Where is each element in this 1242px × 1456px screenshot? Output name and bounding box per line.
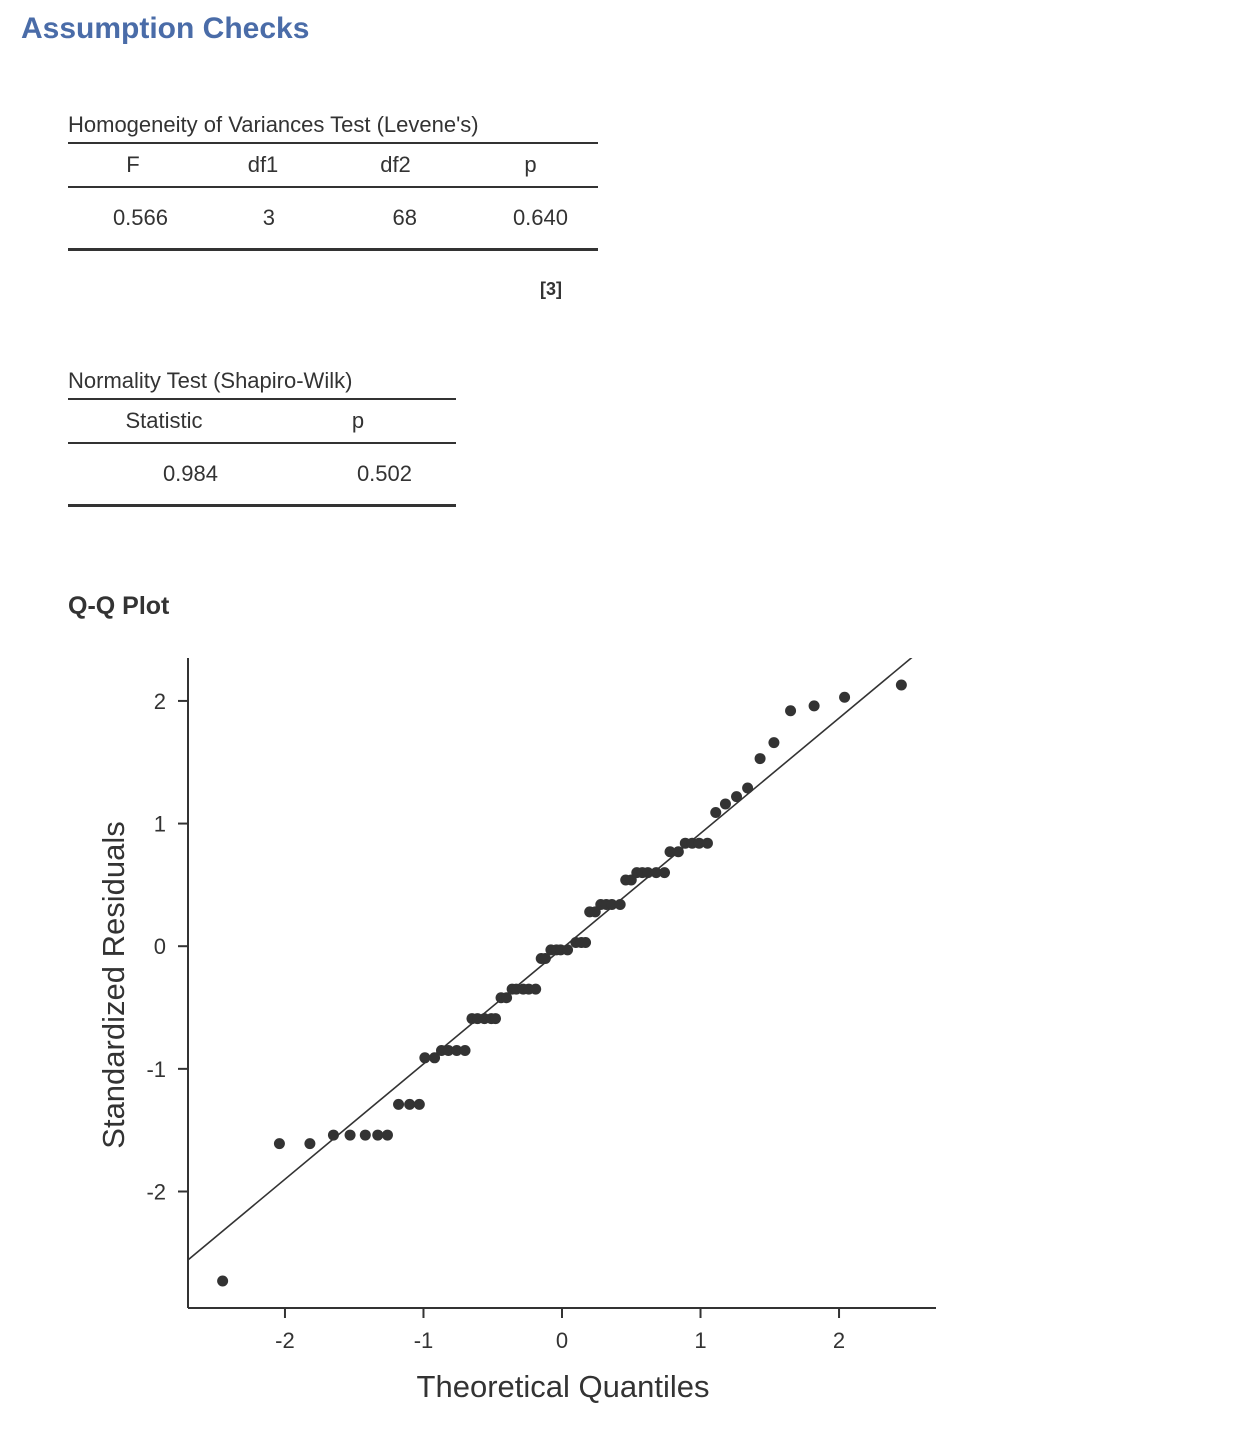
y-tick-label: -2 bbox=[146, 1179, 166, 1205]
data-point bbox=[414, 1099, 425, 1110]
x-tick-label: 1 bbox=[694, 1328, 707, 1353]
data-point bbox=[580, 937, 591, 948]
data-point bbox=[768, 737, 779, 748]
levene-cell-df1: 3 bbox=[198, 187, 328, 250]
levene-header-p: p bbox=[463, 143, 598, 187]
data-point bbox=[615, 899, 626, 910]
levene-cell-f: 0.566 bbox=[68, 187, 198, 250]
data-point bbox=[372, 1130, 383, 1141]
data-point bbox=[404, 1099, 415, 1110]
data-point bbox=[393, 1099, 404, 1110]
data-point bbox=[274, 1138, 285, 1149]
data-point bbox=[419, 1052, 430, 1063]
y-tick-label: 0 bbox=[153, 934, 166, 960]
levene-header-df2: df2 bbox=[328, 143, 463, 187]
data-point bbox=[809, 700, 820, 711]
data-point bbox=[731, 791, 742, 802]
data-point bbox=[382, 1130, 393, 1141]
data-point bbox=[720, 798, 731, 809]
shapiro-cell-statistic: 0.984 bbox=[68, 443, 260, 506]
levene-cell-p: 0.640 bbox=[463, 187, 598, 250]
section-title: Assumption Checks bbox=[21, 12, 310, 45]
data-point bbox=[785, 705, 796, 716]
levene-header-df1: df1 bbox=[198, 143, 328, 187]
y-tick-label: 2 bbox=[153, 688, 166, 714]
data-point bbox=[530, 984, 541, 995]
data-point bbox=[702, 838, 713, 849]
x-tick-label: 2 bbox=[832, 1328, 846, 1353]
x-axis-label: Theoretical Quantiles bbox=[416, 1369, 710, 1404]
data-point bbox=[490, 1013, 501, 1024]
data-point bbox=[742, 783, 753, 794]
qq-axes bbox=[146, 658, 936, 1353]
data-point bbox=[562, 944, 573, 955]
qq-points bbox=[217, 679, 907, 1286]
shapiro-cell-p: 0.502 bbox=[260, 443, 456, 506]
shapiro-header-p: p bbox=[260, 399, 456, 443]
data-point bbox=[896, 679, 907, 690]
data-point bbox=[755, 753, 766, 764]
qq-plot-title: Q-Q Plot bbox=[68, 592, 170, 620]
data-point bbox=[710, 807, 721, 818]
y-tick-label: -1 bbox=[146, 1056, 166, 1082]
data-point bbox=[360, 1130, 371, 1141]
levene-caption: Homogeneity of Variances Test (Levene's) bbox=[68, 112, 479, 137]
data-point bbox=[673, 846, 684, 857]
data-point bbox=[345, 1130, 356, 1141]
y-tick-label: 1 bbox=[153, 811, 166, 837]
levene-header-f: F bbox=[68, 143, 198, 187]
data-point bbox=[839, 692, 850, 703]
data-point bbox=[460, 1045, 471, 1056]
data-point bbox=[217, 1276, 228, 1287]
levene-reference[interactable]: [3] bbox=[540, 279, 562, 299]
x-tick-label: -2 bbox=[275, 1328, 295, 1353]
levene-cell-df2: 68 bbox=[328, 187, 463, 250]
data-point bbox=[304, 1138, 315, 1149]
y-axis-label: Standardized Residuals bbox=[96, 821, 131, 1149]
shapiro-header-statistic: Statistic bbox=[68, 399, 260, 443]
data-point bbox=[328, 1130, 339, 1141]
shapiro-caption: Normality Test (Shapiro-Wilk) bbox=[68, 368, 353, 393]
data-point bbox=[659, 867, 670, 878]
x-tick-label: 0 bbox=[555, 1328, 569, 1353]
x-tick-label: -1 bbox=[413, 1328, 434, 1353]
